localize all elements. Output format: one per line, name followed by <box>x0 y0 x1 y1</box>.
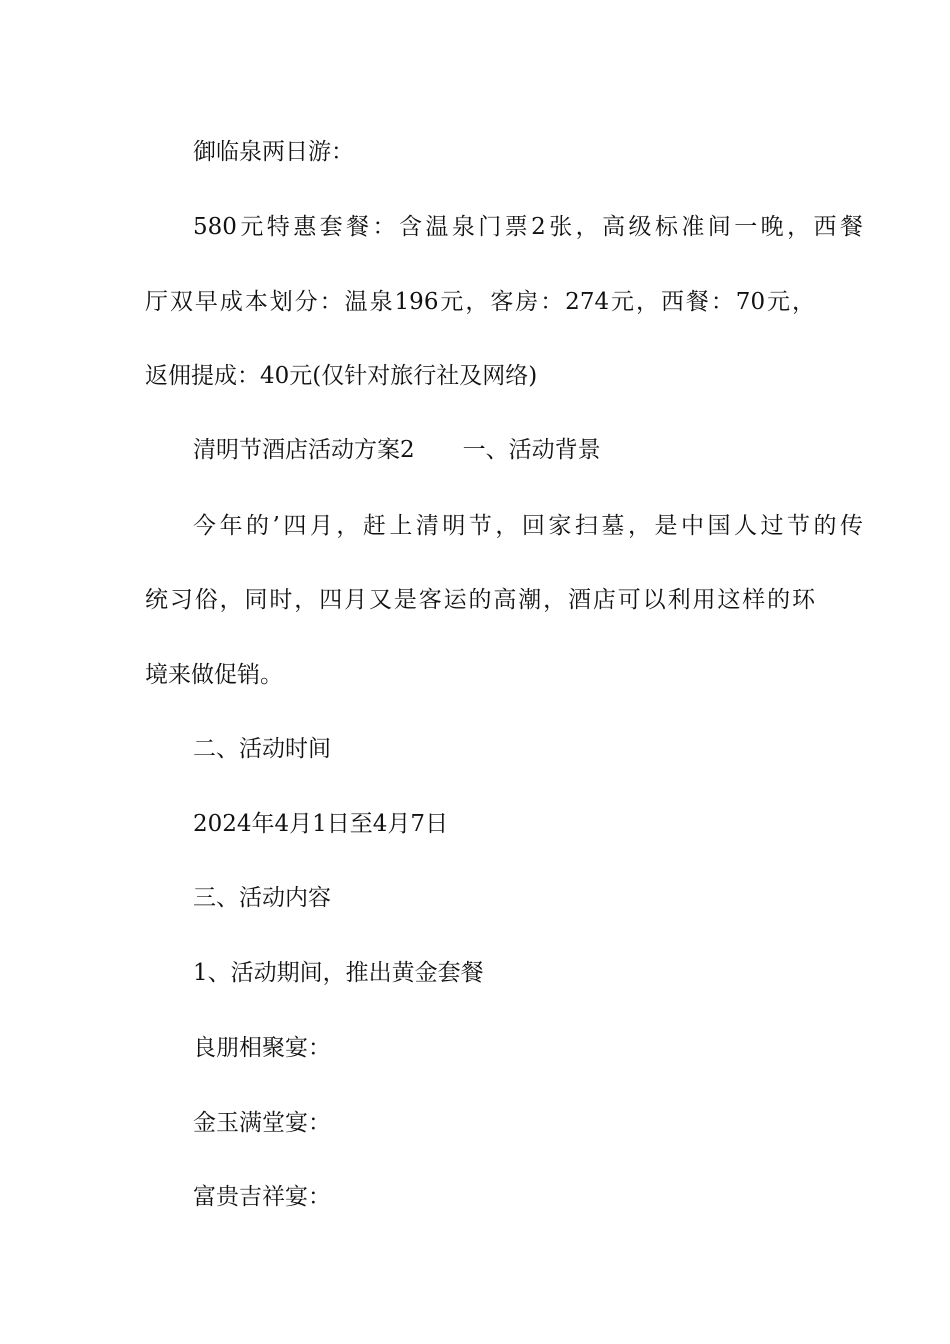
package-item: 金玉满堂宴： <box>193 1110 331 1136</box>
paragraph-line: 返佣提成：40元(仅针对旅行社及网络) <box>145 363 538 389</box>
paragraph-line: 厅双早成本划分：温泉196元，客房：274元，西餐：70元， <box>145 289 815 315</box>
plan-title: 清明节酒店活动方案2 <box>193 437 415 463</box>
paragraph-line: 统习俗，同时，四月又是客运的高潮，酒店可以利用这样的环 <box>145 587 815 613</box>
activity-dates: 2024年4月1日至4月7日 <box>193 811 449 837</box>
list-item: 1、活动期间，推出黄金套餐 <box>193 960 484 986</box>
section-title-line <box>145 435 863 465</box>
paragraph-line: 境来做促销。 <box>145 662 283 688</box>
section-heading-time: 二、活动时间 <box>193 736 331 762</box>
package-item: 富贵吉祥宴： <box>193 1184 331 1210</box>
section-heading-background: 一、活动背景 <box>462 437 601 463</box>
section-heading-content: 三、活动内容 <box>193 885 331 911</box>
paragraph-heading-tour: 御临泉两日游： <box>193 139 354 165</box>
package-item: 良朋相聚宴： <box>193 1035 331 1061</box>
paragraph-line: 580元特惠套餐：含温泉门票2张，高级标准间一晚，西餐 <box>193 214 863 240</box>
paragraph-line: 今年的’四月，赶上清明节，回家扫墓，是中国人过节的传 <box>193 513 863 539</box>
